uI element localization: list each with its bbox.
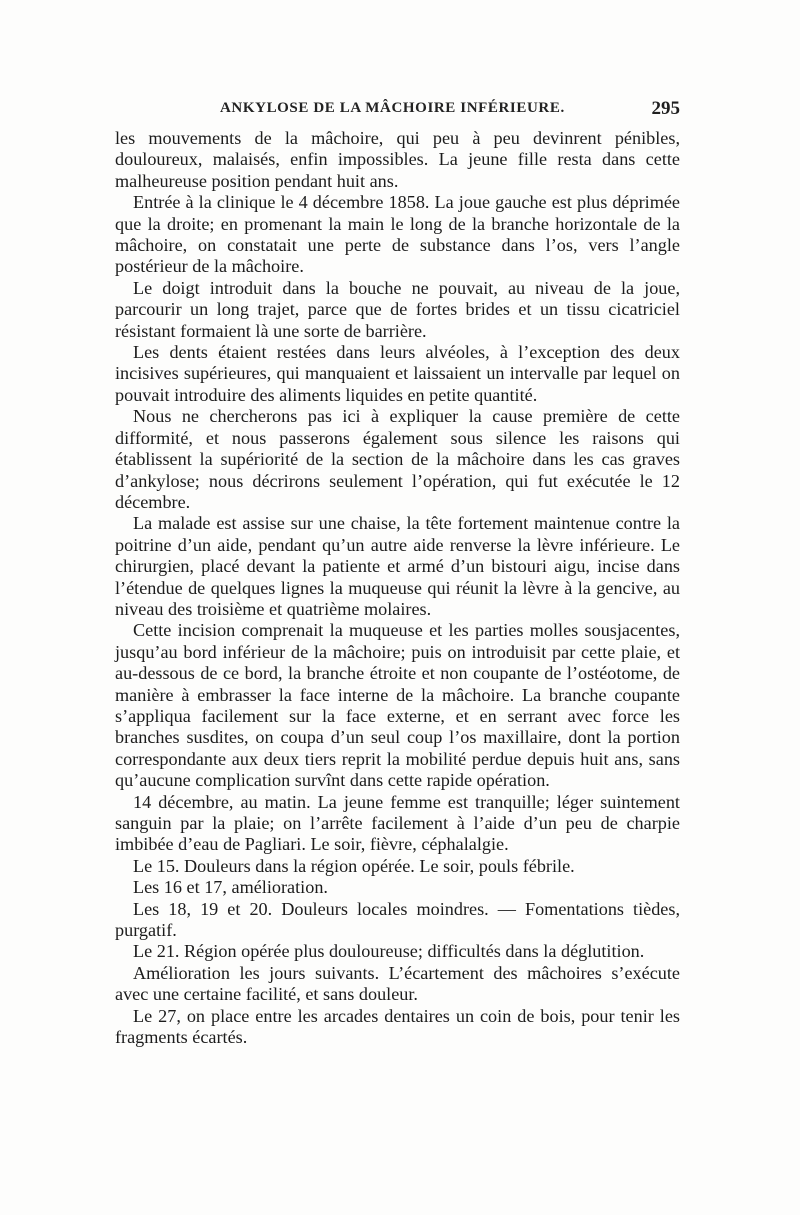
paragraph: 14 décembre, au matin. La jeune femme est tranquille; léger suintement sanguin par la plaie; on l’arrête facilement à l’aide d’un peu de charpie imbibée d’eau de Pagliari. Le soir, fièvre, céphalalgie. (115, 791, 680, 855)
page-number: 295 (651, 98, 680, 119)
paragraph: Le 27, on place entre les arcades dentaires un coin de bois, pour tenir les fragments écartés. (115, 1005, 680, 1048)
paragraph: les mouvements de la mâchoire, qui peu à peu devinrent pénibles, douloureux, malaisés, enfin impossibles. La jeune fille resta dans cette malheureuse position pendant huit ans. (115, 128, 680, 191)
paragraph: Cette incision comprenait la muqueuse et les parties molles sousjacentes, jusqu’au bord inférieur de la mâchoire; puis on introduisit par cette plaie, et au-dessous de ce bord, la branche étroite et non coupante de l’ostéotome, de manière à embrasser la face interne de la mâchoire. La branche coupante s’appliqua facilement sur la face externe, et en serrant avec force les branches susdites, on coupa d’un seul coup l’os maxillaire, dont la portion correspondante aux deux tiers reprit la mobilité perdue depuis huit ans, sans qu’aucune complication survînt dans cette rapide opération. (115, 620, 680, 791)
paragraph: La malade est assise sur une chaise, la tête fortement maintenue contre la poitrine d’un aide, pendant qu’un autre aide renverse la lèvre inférieure. Le chirurgien, placé devant la patiente et armé d’un bistouri aigu, incise dans l’étendue de quelques lignes la muqueuse qui réunit la lèvre à la gencive, au niveau des troisième et quatrième molaires. (115, 513, 680, 619)
body-text (115, 128, 680, 1048)
paragraph: Le 15. Douleurs dans la région opérée. Le soir, pouls fébrile. (133, 855, 575, 876)
paragraph: Les 16 et 17, amélioration. (133, 877, 328, 898)
paragraph: Les dents étaient restées dans leurs alvéoles, à l’exception des deux incisives supérieures, qui manquaient et laissaient un intervalle par lequel on pouvait introduire des aliments liquides en petite quantité. (115, 342, 680, 405)
paragraph: Les 18, 19 et 20. Douleurs locales moindres. — Fomentations tièdes, purgatif. (115, 898, 680, 941)
paragraph: Amélioration les jours suivants. L’écartement des mâchoires s’exécute avec une certaine facilité, et sans douleur. (115, 962, 680, 1005)
paragraph: Le doigt introduit dans la bouche ne pouvait, au niveau de la joue, parcourir un long trajet, parce que de fortes brides et un tissu cicatriciel résistant formaient là une sorte de barrière. (115, 277, 680, 341)
paragraph: Entrée à la clinique le 4 décembre 1858. La joue gauche est plus déprimée que la droite; en promenant la main le long de la branche horizontale de la mâchoire, on constatait une perte de substance dans l’os, vers l’angle postérieur de la mâchoire. (115, 192, 680, 277)
running-title: ANKYLOSE DE LA MÂCHOIRE INFÉRIEURE. (220, 100, 565, 116)
paragraph: Nous ne chercherons pas ici à expliquer la cause première de cette difformité, et nous passerons également sous silence les raisons qui établissent la supériorité de la section de la mâchoire dans les cas graves d’ankylose; nous décrirons seulement l’opération, qui fut exécutée le 12 décembre. (115, 406, 680, 512)
paragraph: Le 21. Région opérée plus douloureuse; difficultés dans la déglutition. (133, 941, 645, 962)
page-header (115, 98, 680, 124)
